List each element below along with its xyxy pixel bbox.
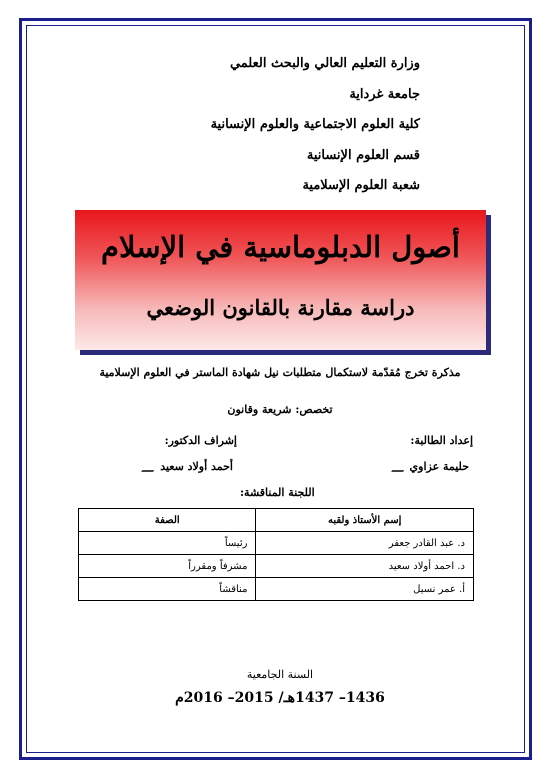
specialty: تخصص: شريعة وقانون (227, 403, 333, 416)
committee-label: اللجنة المناقشة: (240, 486, 315, 499)
student-name: حليمة عزاوي (409, 460, 469, 473)
table-row (79, 555, 474, 578)
faculty-line: كلية العلوم الاجتماعية والعلوم الإنسانية (210, 117, 420, 132)
academic-year-label: السنة الجامعية (246, 668, 314, 681)
prepared-by-label: إعداد الطالبة: (410, 434, 473, 447)
pen-icon (141, 462, 159, 472)
member-role: رئيساً (79, 532, 256, 555)
university-line: جامعة غرداية (349, 87, 420, 102)
member-name: د. عبد القادر جعفر (256, 532, 474, 555)
supervisor-name: أحمد أولاد سعيد (160, 460, 233, 473)
ministry-line: وزارة التعليم العالي والبحث العلمي (229, 56, 420, 71)
table-row (79, 532, 474, 555)
academic-year-value: 1436– 1437هـ/ 2015– 2016م (175, 690, 385, 706)
pen-icon (391, 462, 409, 472)
title-banner (75, 210, 486, 350)
student-name-row (391, 460, 469, 473)
member-name: د. احمد أولاد سعيد (256, 555, 474, 578)
supervisor-name-row (141, 460, 233, 473)
thesis-subtitle: دراسة مقارنة بالقانون الوضعي (146, 295, 415, 320)
member-role: مناقشاً (79, 578, 256, 601)
thesis-note: مذكرة تخرج مُقدّمة لاستكمال متطلبات نيل شهادة الماستر في العلوم الإسلامية (99, 366, 461, 379)
table-header-role: الصفة (79, 509, 256, 532)
committee-table (78, 508, 474, 601)
thesis-title: أصول الدبلوماسية في الإسلام (101, 230, 460, 264)
table-header-row (79, 509, 474, 532)
page-border-inner (26, 25, 525, 753)
table-row (79, 578, 474, 601)
department-line: قسم العلوم الإنسانية (306, 148, 420, 163)
member-role: مشرفاً ومقرراً (79, 555, 256, 578)
table-header-name: إسم الأستاذ ولقبه (256, 509, 474, 532)
supervisor-label: إشراف الدكتور: (164, 434, 237, 447)
branch-line: شعبة العلوم الإسلامية (302, 178, 420, 193)
member-name: أ. عمر نسيل (256, 578, 474, 601)
